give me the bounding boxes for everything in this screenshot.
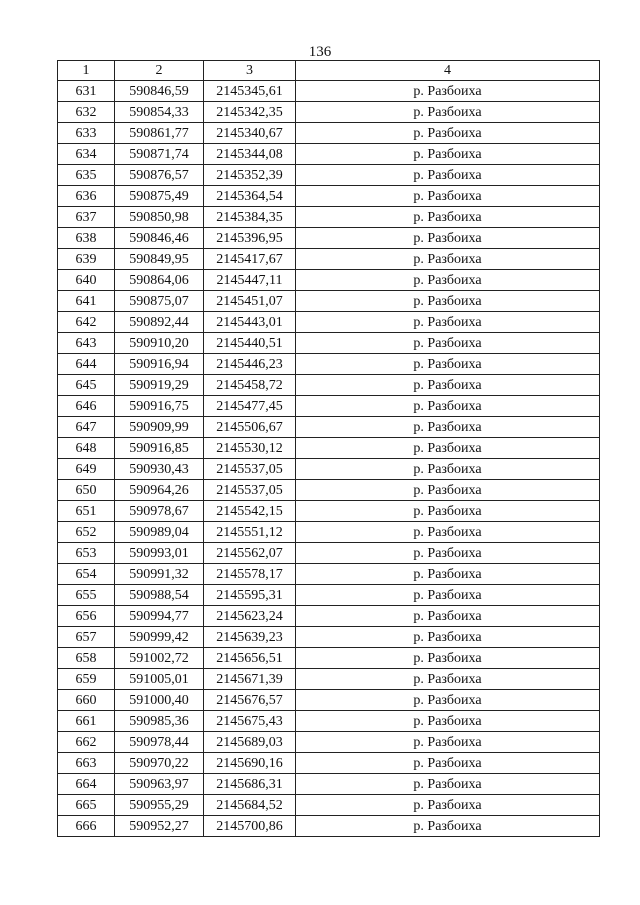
- y-coordinate-cell: 2145689,03: [204, 732, 296, 753]
- description-cell: р. Разбоиха: [296, 354, 600, 375]
- x-coordinate-cell: 590978,67: [115, 501, 204, 522]
- table-row: [58, 228, 600, 249]
- table-header: [58, 61, 600, 81]
- table-row: [58, 417, 600, 438]
- table-row: [58, 774, 600, 795]
- header-cell-x-coordinate: 2: [115, 61, 204, 81]
- description-cell: р. Разбоиха: [296, 249, 600, 270]
- description-cell: р. Разбоиха: [296, 606, 600, 627]
- description-cell: р. Разбоиха: [296, 333, 600, 354]
- description-cell: р. Разбоиха: [296, 564, 600, 585]
- x-coordinate-cell: 590919,29: [115, 375, 204, 396]
- y-coordinate-cell: 2145686,31: [204, 774, 296, 795]
- y-coordinate-cell: 2145384,35: [204, 207, 296, 228]
- table-row: [58, 102, 600, 123]
- description-cell: р. Разбоиха: [296, 774, 600, 795]
- point-number-cell: 650: [58, 480, 115, 501]
- table-row: [58, 753, 600, 774]
- description-cell: р. Разбоиха: [296, 81, 600, 102]
- description-cell: р. Разбоиха: [296, 186, 600, 207]
- point-number-cell: 660: [58, 690, 115, 711]
- y-coordinate-cell: 2145344,08: [204, 144, 296, 165]
- y-coordinate-cell: 2145671,39: [204, 669, 296, 690]
- x-coordinate-cell: 590930,43: [115, 459, 204, 480]
- y-coordinate-cell: 2145684,52: [204, 795, 296, 816]
- table-row: [58, 669, 600, 690]
- table-row: [58, 711, 600, 732]
- table-row: [58, 249, 600, 270]
- x-coordinate-cell: 590849,95: [115, 249, 204, 270]
- header-row: [58, 61, 600, 81]
- point-number-cell: 657: [58, 627, 115, 648]
- y-coordinate-cell: 2145530,12: [204, 438, 296, 459]
- description-cell: р. Разбоиха: [296, 753, 600, 774]
- x-coordinate-cell: 590861,77: [115, 123, 204, 144]
- header-cell-point-number: 1: [58, 61, 115, 81]
- point-number-cell: 666: [58, 816, 115, 837]
- description-cell: р. Разбоиха: [296, 165, 600, 186]
- x-coordinate-cell: 590916,85: [115, 438, 204, 459]
- point-number-cell: 648: [58, 438, 115, 459]
- x-coordinate-cell: 590916,75: [115, 396, 204, 417]
- y-coordinate-cell: 2145364,54: [204, 186, 296, 207]
- table-row: [58, 375, 600, 396]
- table-row: [58, 627, 600, 648]
- point-number-cell: 658: [58, 648, 115, 669]
- y-coordinate-cell: 2145542,15: [204, 501, 296, 522]
- y-coordinate-cell: 2145623,24: [204, 606, 296, 627]
- table-row: [58, 81, 600, 102]
- description-cell: р. Разбоиха: [296, 522, 600, 543]
- point-number-cell: 639: [58, 249, 115, 270]
- table-row: [58, 648, 600, 669]
- x-coordinate-cell: 591005,01: [115, 669, 204, 690]
- x-coordinate-cell: 590994,77: [115, 606, 204, 627]
- description-cell: р. Разбоиха: [296, 228, 600, 249]
- point-number-cell: 641: [58, 291, 115, 312]
- y-coordinate-cell: 2145537,05: [204, 480, 296, 501]
- table-row: [58, 123, 600, 144]
- x-coordinate-cell: 590989,04: [115, 522, 204, 543]
- y-coordinate-cell: 2145690,16: [204, 753, 296, 774]
- y-coordinate-cell: 2145443,01: [204, 312, 296, 333]
- point-number-cell: 643: [58, 333, 115, 354]
- table-row: [58, 396, 600, 417]
- x-coordinate-cell: 590846,59: [115, 81, 204, 102]
- x-coordinate-cell: 590910,20: [115, 333, 204, 354]
- x-coordinate-cell: 590978,44: [115, 732, 204, 753]
- x-coordinate-cell: 590876,57: [115, 165, 204, 186]
- x-coordinate-cell: 590916,94: [115, 354, 204, 375]
- x-coordinate-cell: 590964,26: [115, 480, 204, 501]
- x-coordinate-cell: 590875,07: [115, 291, 204, 312]
- description-cell: р. Разбоиха: [296, 123, 600, 144]
- table-row: [58, 165, 600, 186]
- y-coordinate-cell: 2145446,23: [204, 354, 296, 375]
- y-coordinate-cell: 2145700,86: [204, 816, 296, 837]
- point-number-cell: 662: [58, 732, 115, 753]
- x-coordinate-cell: 590909,99: [115, 417, 204, 438]
- x-coordinate-cell: 590854,33: [115, 102, 204, 123]
- table-row: [58, 207, 600, 228]
- description-cell: р. Разбоиха: [296, 585, 600, 606]
- point-number-cell: 656: [58, 606, 115, 627]
- x-coordinate-cell: 590952,27: [115, 816, 204, 837]
- description-cell: р. Разбоиха: [296, 396, 600, 417]
- y-coordinate-cell: 2145342,35: [204, 102, 296, 123]
- point-number-cell: 635: [58, 165, 115, 186]
- point-number-cell: 664: [58, 774, 115, 795]
- point-number-cell: 632: [58, 102, 115, 123]
- description-cell: р. Разбоиха: [296, 480, 600, 501]
- description-cell: р. Разбоиха: [296, 627, 600, 648]
- description-cell: р. Разбоиха: [296, 732, 600, 753]
- description-cell: р. Разбоиха: [296, 501, 600, 522]
- header-cell-y-coordinate: 3: [204, 61, 296, 81]
- y-coordinate-cell: 2145537,05: [204, 459, 296, 480]
- y-coordinate-cell: 2145639,23: [204, 627, 296, 648]
- coordinates-table: [57, 60, 600, 837]
- y-coordinate-cell: 2145396,95: [204, 228, 296, 249]
- x-coordinate-cell: 591002,72: [115, 648, 204, 669]
- y-coordinate-cell: 2145345,61: [204, 81, 296, 102]
- table-row: [58, 816, 600, 837]
- x-coordinate-cell: 591000,40: [115, 690, 204, 711]
- x-coordinate-cell: 590875,49: [115, 186, 204, 207]
- y-coordinate-cell: 2145506,67: [204, 417, 296, 438]
- description-cell: р. Разбоиха: [296, 711, 600, 732]
- description-cell: р. Разбоиха: [296, 690, 600, 711]
- table-row: [58, 501, 600, 522]
- point-number-cell: 645: [58, 375, 115, 396]
- table-row: [58, 606, 600, 627]
- x-coordinate-cell: 590864,06: [115, 270, 204, 291]
- x-coordinate-cell: 590850,98: [115, 207, 204, 228]
- y-coordinate-cell: 2145562,07: [204, 543, 296, 564]
- y-coordinate-cell: 2145451,07: [204, 291, 296, 312]
- point-number-cell: 659: [58, 669, 115, 690]
- x-coordinate-cell: 590991,32: [115, 564, 204, 585]
- point-number-cell: 634: [58, 144, 115, 165]
- y-coordinate-cell: 2145458,72: [204, 375, 296, 396]
- table-row: [58, 333, 600, 354]
- point-number-cell: 637: [58, 207, 115, 228]
- table-body: [58, 81, 600, 837]
- description-cell: р. Разбоиха: [296, 438, 600, 459]
- x-coordinate-cell: 590955,29: [115, 795, 204, 816]
- x-coordinate-cell: 590963,97: [115, 774, 204, 795]
- description-cell: р. Разбоиха: [296, 459, 600, 480]
- point-number-cell: 651: [58, 501, 115, 522]
- point-number-cell: 655: [58, 585, 115, 606]
- table-row: [58, 144, 600, 165]
- table-row: [58, 522, 600, 543]
- y-coordinate-cell: 2145340,67: [204, 123, 296, 144]
- page-number: 136: [308, 44, 332, 60]
- description-cell: р. Разбоиха: [296, 144, 600, 165]
- table-row: [58, 795, 600, 816]
- x-coordinate-cell: 590846,46: [115, 228, 204, 249]
- y-coordinate-cell: 2145477,45: [204, 396, 296, 417]
- table-row: [58, 312, 600, 333]
- point-number-cell: 636: [58, 186, 115, 207]
- description-cell: р. Разбоиха: [296, 270, 600, 291]
- table-row: [58, 564, 600, 585]
- point-number-cell: 646: [58, 396, 115, 417]
- x-coordinate-cell: 590993,01: [115, 543, 204, 564]
- point-number-cell: 661: [58, 711, 115, 732]
- point-number-cell: 638: [58, 228, 115, 249]
- point-number-cell: 633: [58, 123, 115, 144]
- description-cell: р. Разбоиха: [296, 291, 600, 312]
- point-number-cell: 649: [58, 459, 115, 480]
- description-cell: р. Разбоиха: [296, 207, 600, 228]
- x-coordinate-cell: 590871,74: [115, 144, 204, 165]
- table-row: [58, 480, 600, 501]
- description-cell: р. Разбоиха: [296, 417, 600, 438]
- table-row: [58, 438, 600, 459]
- y-coordinate-cell: 2145551,12: [204, 522, 296, 543]
- table-row: [58, 186, 600, 207]
- x-coordinate-cell: 590999,42: [115, 627, 204, 648]
- y-coordinate-cell: 2145352,39: [204, 165, 296, 186]
- point-number-cell: 631: [58, 81, 115, 102]
- table-row: [58, 291, 600, 312]
- point-number-cell: 640: [58, 270, 115, 291]
- header-cell-description: 4: [296, 61, 600, 81]
- description-cell: р. Разбоиха: [296, 543, 600, 564]
- y-coordinate-cell: 2145675,43: [204, 711, 296, 732]
- table-row: [58, 270, 600, 291]
- x-coordinate-cell: 590985,36: [115, 711, 204, 732]
- x-coordinate-cell: 590970,22: [115, 753, 204, 774]
- y-coordinate-cell: 2145676,57: [204, 690, 296, 711]
- point-number-cell: 652: [58, 522, 115, 543]
- table-row: [58, 354, 600, 375]
- table-row: [58, 585, 600, 606]
- table-row: [58, 732, 600, 753]
- y-coordinate-cell: 2145447,11: [204, 270, 296, 291]
- y-coordinate-cell: 2145656,51: [204, 648, 296, 669]
- point-number-cell: 647: [58, 417, 115, 438]
- point-number-cell: 642: [58, 312, 115, 333]
- x-coordinate-cell: 590892,44: [115, 312, 204, 333]
- table-row: [58, 459, 600, 480]
- y-coordinate-cell: 2145595,31: [204, 585, 296, 606]
- description-cell: р. Разбоиха: [296, 669, 600, 690]
- x-coordinate-cell: 590988,54: [115, 585, 204, 606]
- y-coordinate-cell: 2145417,67: [204, 249, 296, 270]
- description-cell: р. Разбоиха: [296, 375, 600, 396]
- table-row: [58, 543, 600, 564]
- description-cell: р. Разбоиха: [296, 312, 600, 333]
- point-number-cell: 653: [58, 543, 115, 564]
- description-cell: р. Разбоиха: [296, 795, 600, 816]
- point-number-cell: 654: [58, 564, 115, 585]
- point-number-cell: 663: [58, 753, 115, 774]
- y-coordinate-cell: 2145440,51: [204, 333, 296, 354]
- description-cell: р. Разбоиха: [296, 648, 600, 669]
- table-row: [58, 690, 600, 711]
- description-cell: р. Разбоиха: [296, 816, 600, 837]
- y-coordinate-cell: 2145578,17: [204, 564, 296, 585]
- description-cell: р. Разбоиха: [296, 102, 600, 123]
- point-number-cell: 644: [58, 354, 115, 375]
- point-number-cell: 665: [58, 795, 115, 816]
